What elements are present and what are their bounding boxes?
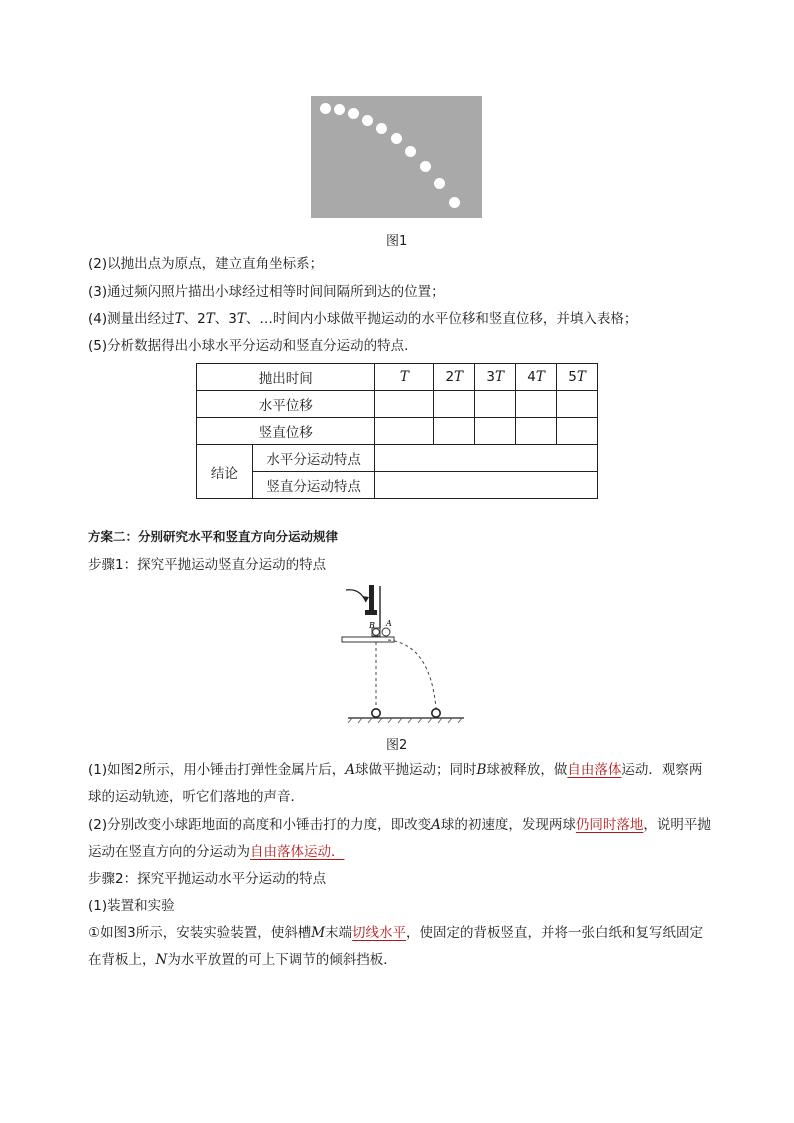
text-run: 为水平放置的可上下调节的倾斜挡板． — [167, 952, 397, 968]
text-run: ，使固定的背板竖直，并将一张白纸和复写纸固定 — [406, 925, 704, 941]
measurement-table — [196, 363, 598, 499]
text-run: 末端 — [325, 925, 353, 941]
time-symbol: T — [576, 369, 586, 385]
label-b: B — [369, 621, 375, 630]
ground-hatch — [348, 718, 462, 723]
table-cell — [375, 445, 598, 472]
para3-line2 — [88, 950, 397, 970]
table-cell — [434, 418, 475, 445]
ball-a-landed — [432, 709, 440, 717]
time-symbol: T — [399, 369, 409, 385]
time-multiplier: 4 — [527, 369, 536, 385]
text-run: 运动．观察两 — [621, 762, 703, 778]
table-cell — [557, 418, 598, 445]
text-run: (1)如图2所示，用小锤击打弹性金属片后， — [88, 762, 346, 778]
time-symbol: T — [236, 311, 246, 327]
answer-highlight: 自由落体运动． — [250, 844, 345, 860]
ball-position — [391, 133, 402, 144]
ball-a — [382, 628, 390, 636]
time-header — [475, 364, 516, 391]
symbol-n: N — [155, 952, 168, 968]
symbol-m: M — [311, 925, 326, 941]
table-cell — [375, 418, 434, 445]
text-run: ，说明平抛 — [643, 817, 711, 833]
sub1-title: (1)装置和实验 — [88, 898, 175, 914]
row-label-horizontal: 水平位移 — [197, 391, 375, 418]
figure1-caption: 图1 — [386, 234, 408, 249]
table-cell — [557, 391, 598, 418]
step-4-text — [88, 309, 637, 329]
table-row — [197, 472, 598, 499]
text-run: 球的初速度，发现两球 — [440, 817, 576, 833]
answer-highlight: 仍同时落地 — [575, 817, 644, 833]
time-symbol: T — [174, 311, 184, 327]
symbol-b: B — [476, 762, 487, 778]
step4-part: 、…时间内小球做平抛运动的水平位移和竖直位移，并填入表格； — [245, 311, 638, 327]
table-header-label: 抛出时间 — [197, 364, 375, 391]
para2-line2 — [88, 842, 345, 862]
ball-position — [362, 115, 373, 126]
arrow-path — [346, 590, 366, 602]
table-row — [197, 391, 598, 418]
para3-line1 — [88, 923, 703, 943]
ball-position — [334, 104, 345, 115]
step-5-text: (5)分析数据得出小球水平分运动和竖直分运动的特点. — [88, 338, 409, 354]
table-cell — [475, 391, 516, 418]
hammer-head — [365, 610, 377, 615]
step-3-text: (3)通过频闪照片描出小球经过相等时间间隔所到达的位置； — [88, 284, 445, 300]
text-run: (2)分别改变小球距地面的高度和小锤击打的力度，即改变 — [88, 817, 432, 833]
apparatus-diagram — [338, 582, 470, 724]
conclusion-horizontal-label: 水平分运动特点 — [252, 445, 375, 472]
ball-position — [348, 108, 359, 119]
para2-line1 — [88, 815, 711, 835]
ball-position — [434, 178, 445, 189]
table-cell — [516, 391, 557, 418]
table-cell — [516, 418, 557, 445]
arrow-head-icon — [362, 596, 369, 602]
time-multiplier: 3 — [486, 369, 495, 385]
time-multiplier: 2 — [445, 369, 455, 385]
step4-part: 、3 — [214, 311, 237, 327]
text-run: ①如图3所示，安装实验装置，使斜槽 — [88, 925, 312, 941]
ball-position — [320, 103, 331, 114]
symbol-a: A — [345, 762, 355, 778]
conclusion-vertical-label: 竖直分运动特点 — [252, 472, 375, 499]
ball-position — [449, 197, 460, 208]
time-header — [557, 364, 598, 391]
table-cell — [375, 472, 598, 499]
step4-part: (4)测量出经过 — [88, 311, 175, 327]
table-cell — [375, 391, 434, 418]
para1-line2: 球的运动轨迹，听它们落地的声音． — [88, 789, 304, 805]
time-header — [434, 364, 475, 391]
time-symbol: T — [205, 311, 215, 327]
text-run: 在背板上， — [88, 952, 156, 968]
time-symbol: T — [454, 369, 464, 385]
parabolic-trajectory — [388, 640, 436, 708]
ball-position — [420, 161, 431, 172]
step4-part: 、2 — [183, 311, 206, 327]
time-symbol: T — [494, 369, 504, 385]
step1-title: 步骤1：探究平抛运动竖直分运动的特点 — [88, 557, 327, 573]
time-header — [375, 364, 434, 391]
ball-b-landed — [372, 709, 380, 717]
time-symbol: T — [535, 369, 545, 385]
table-cell — [434, 391, 475, 418]
flash-photo-figure — [311, 96, 482, 218]
time-multiplier: 5 — [568, 369, 577, 385]
table-row — [197, 418, 598, 445]
table-row — [197, 364, 598, 391]
label-a: A — [386, 619, 392, 628]
table-row — [197, 445, 598, 472]
row-label-vertical: 竖直位移 — [197, 418, 375, 445]
text-run: 球做平抛运动；同时 — [354, 762, 477, 778]
time-header — [516, 364, 557, 391]
step-2-text: (2)以抛出点为原点，建立直角坐标系； — [88, 256, 324, 272]
symbol-a: A — [431, 817, 441, 833]
ball-position — [405, 146, 416, 157]
plan2-title: 方案二：分别研究水平和竖直方向分运动规律 — [88, 529, 339, 544]
text-run: 运动在竖直方向的分运动为 — [88, 844, 250, 860]
conclusion-label: 结论 — [197, 445, 253, 499]
answer-highlight: 切线水平 — [352, 925, 407, 941]
text-run: 球被释放，做 — [486, 762, 568, 778]
para1-line1 — [88, 760, 702, 780]
table-cell — [475, 418, 516, 445]
step2-title: 步骤2：探究平抛运动水平分运动的特点 — [88, 871, 327, 887]
ball-position — [376, 123, 387, 134]
answer-highlight: 自由落体 — [567, 762, 622, 778]
figure2-caption: 图2 — [386, 738, 408, 753]
platform — [342, 637, 394, 642]
